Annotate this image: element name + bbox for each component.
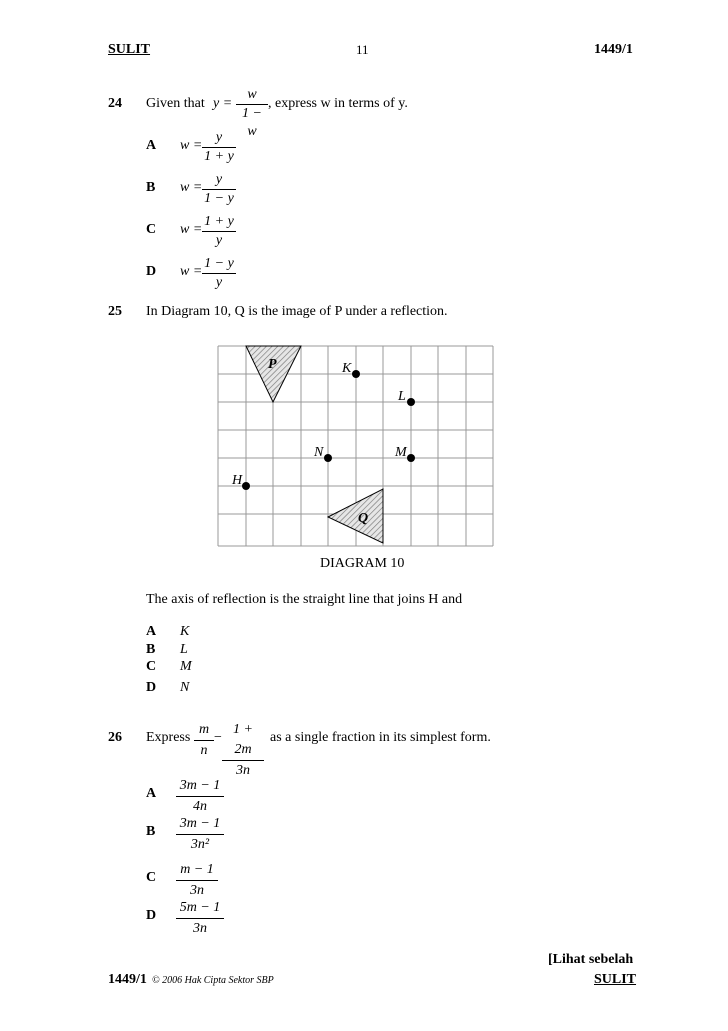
q24-stem-num: w [236,86,268,105]
q25-option-text: K [180,624,190,639]
fraction-numerator: 3m − 1 [176,814,224,835]
q24-number: 24 [108,96,122,111]
q24-option-label: C [146,222,157,237]
q24-option-lhs: w = [180,138,203,153]
header-sulit: SULIT [108,42,151,57]
point-n [324,454,332,462]
page-number: 11 [356,42,369,57]
q25-option-label: D [146,680,157,695]
q25-stem: In Diagram 10, Q is the image of P under a reflection. [146,304,448,319]
point-k [352,370,360,378]
fraction-numerator: 3m − 1 [176,776,224,797]
label-q: Q [358,511,369,526]
label-p: P [268,357,277,372]
label-l: L [398,389,406,404]
q24-option-lhs: w = [180,180,203,195]
q26-option-fraction [176,814,224,855]
q26-option-label: B [146,824,156,839]
q26-fraction-2 [222,720,264,781]
label-k: K [342,361,352,376]
footer-sulit: SULIT [594,972,637,987]
q26-option-fraction [176,860,218,901]
q25-option-text: N [180,680,190,695]
q26-number: 26 [108,730,122,745]
diagram-10-grid [210,340,500,552]
q26-f2-den: 3n [236,763,250,778]
fraction-numerator: 1 + y [202,213,236,232]
q25-option-text: L [180,642,188,657]
fraction-denominator: y [215,233,223,248]
q26-option-label: D [146,908,157,923]
q25-option-label: A [146,624,157,639]
q24-option-fraction [202,171,236,208]
q25-option-label: C [146,659,157,674]
fraction-denominator: 3n [190,883,204,898]
fraction-numerator: 1 − y [202,255,236,274]
footer-next-page: [Lihat sebelah [548,952,634,967]
q24-stem-fraction [236,86,268,141]
q24-option-fraction [202,255,236,292]
q25-question: The axis of reflection is the straight line that joins H and [146,592,463,607]
label-n: N [314,445,324,460]
q26-option-fraction [176,776,224,817]
label-m: M [395,445,407,460]
q24-stem-pre: Given that [146,96,205,111]
fraction-numerator: 5m − 1 [176,898,224,919]
q24-option-label: B [146,180,156,195]
q26-minus: − [214,730,222,745]
q24-stem-post: , express w in terms of y. [268,96,408,111]
q24-option-label: A [146,138,157,153]
point-l [407,398,415,406]
q26-fraction-1 [194,720,214,761]
q26-option-label: A [146,786,157,801]
footer-code: 1449/1 [108,972,147,987]
q24-option-lhs: w = [180,222,203,237]
q25-option-label: B [146,642,156,657]
point-m [407,454,415,462]
q24-stem-den: 1 − w [242,106,262,139]
q24-option-fraction [202,213,236,250]
q24-y-eq: y = [213,96,233,111]
q24-option-label: D [146,264,157,279]
q26-f2-num: 1 + 2m [222,720,264,761]
q24-option-fraction [202,129,236,166]
fraction-denominator: 4n [193,799,207,814]
fraction-denominator: 3n² [190,837,210,852]
diagram-caption: DIAGRAM 10 [320,556,405,571]
q25-number: 25 [108,304,122,319]
header-code: 1449/1 [594,42,633,57]
point-h [242,482,250,490]
q26-option-label: C [146,870,157,885]
q26-stem-post: as a single fraction in its simplest form. [270,730,491,745]
fraction-denominator: 1 − y [204,191,234,206]
fraction-denominator: 3n [193,921,207,936]
q25-option-text: M [180,659,192,674]
fraction-denominator: 1 + y [204,149,234,164]
q24-option-lhs: w = [180,264,203,279]
fraction-numerator: y [202,171,236,190]
label-h: H [232,473,243,488]
q26-stem-pre: Express [146,730,191,745]
fraction-denominator: y [215,275,223,290]
footer-copyright: © 2006 Hak Cipta Sektor SBP [152,975,274,986]
fraction-numerator: y [202,129,236,148]
q26-option-fraction [176,898,224,939]
fraction-numerator: m − 1 [176,860,218,881]
q26-f1-den: n [200,743,208,758]
q26-f1-num: m [194,720,214,741]
